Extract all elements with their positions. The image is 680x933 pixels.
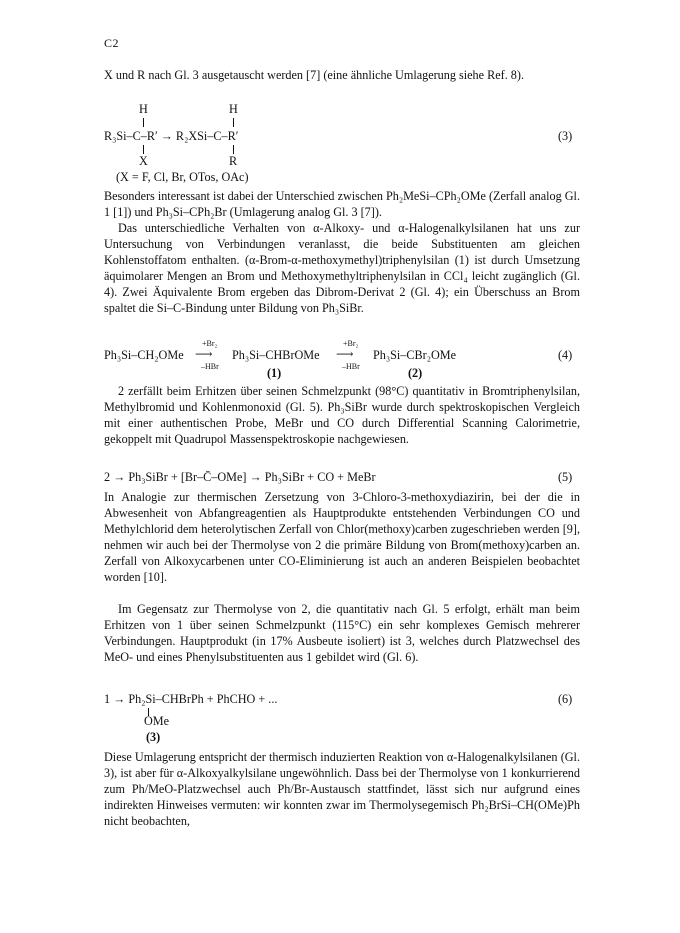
eq4-arrow1: ⟶ [195,347,213,361]
eq4-arrow2: ⟶ [336,347,354,361]
eq4-start: Ph₃Si–CH₂OMe [104,348,184,362]
eq6-label: (3) [146,730,161,744]
eq3-bond-bot-left [143,145,144,154]
eq5-main: 2 → Ph₃SiBr + [Br–C̄–OMe] → Ph₃SiBr + CO + MeBr [104,470,376,484]
paragraph-3: Das unterschiedliche Verhalten von α-Alkoxy- und α-Halogenalkylsilanen hat uns zur Untersuchung von Verbindungen veranlasst, die beide Substituenten am gleichen Kohlenstoffatom enthalten. (α-Brom-α-methoxymethyl)triphenylsilan (1) ist durch Umsetzung äquimolarer Mengen an Brom und Methoxymethyltriphenylsilan in CCl₄ leicht zugänglich (Gl. 4). Zwei Äquivalente Brom ergeben das Dibrom-Derivat 2 (Gl. 4); ein Überschuss an Brom spaltet die Si–C-Bindung unter Bildung von Ph₃SiBr. [104,221,580,315]
eq4-arrow1-above: +Br₂ [202,339,218,348]
eq4-label-2: (2) [408,366,423,380]
paragraph-6: Im Gegensatz zur Thermolyse von 2, die quantitativ nach Gl. 5 erfolgt, erhält man beim Erhitzen von 1 über seinen Schmelzpunkt (115°C) ein sehr komplexes Gemisch mehrerer Verbindungen. Hauptprodukt (in 17% Ausbeute isoliert) ist 3, welches durch Platzwechsel des MeO- und eines Phenylsubstituenten aus 1 gebildet wird (Gl. 6). [104,602,580,664]
eq4-arrow2-above: +Br₂ [343,339,359,348]
eq5-number: (5) [558,470,573,484]
eq3-bond-bot-right [233,145,234,154]
eq3-main: R₃Si–C–R′ → R₂XSi–C–R′ [104,129,239,143]
eq4-middle: Ph₃Si–CHBrOMe [232,348,320,362]
paragraph-5: In Analogie zur thermischen Zersetzung von 3-Chloro-3-methoxydiazirin, bei der die in Abwesenheit von Abfangreagentien als Hauptprodukte entstehenden Verbindungen CO und Methylchlorid dem heterolytischen Zerfall von Chlor(methoxy)carben zugeschrieben werden [9], nehmen wir auch bei der Thermolyse von 2 die primäre Bildung von Brom(methoxy)carben an. Zerfall von Alkoxycarbenen unter CO-Eliminierung ist auch an anderen Beispielen beobachtet worden [10]. [104,490,580,584]
paragraph-7: Diese Umlagerung entspricht der thermisch induzierten Reaktion von α-Halogenalkylsilanen (Gl. 3), ist aber für α-Alkoxyalkylsilane ungewöhnlich. Dass bei der Thermolyse von 1 konkurrierend zum Ph/MeO-Platzwechsel auch Ph/Br-Austausch stattfindet, lässt sich nur aufgrund eines indirekten Hinweises vermuten: wir konnten zwar im Thermolysegemisch Ph₂BrSi–CH(OMe)Ph nicht beobachten, [104,750,580,828]
eq6-sub: OMe [144,714,170,728]
eq4-arrow2-below: –HBr [342,362,360,371]
eq4-arrow1-below: –HBr [201,362,219,371]
page-number: C2 [104,36,120,50]
eq3-top-right: H [229,102,238,116]
paragraph-2: Besonders interessant ist dabei der Unterschied zwischen Ph₂MeSi–CPh₂OMe (Zerfall analog Gl. 1 [1]) und Ph₃Si–CPh₂Br (Umlagerung analog Gl. 3 [7]). [104,189,580,219]
eq3-bond-top-left [143,118,144,127]
eq4-end: Ph₃Si–CBr₂OMe [373,348,456,362]
eq3-top-left: H [139,102,148,116]
paragraph-1: X und R nach Gl. 3 ausgetauscht werden [7] (eine ähnliche Umlagerung siehe Ref. 8). [104,68,524,82]
eq6-main: 1 → Ph₂Si–CHBrPh + PhCHO + ... [104,692,278,706]
eq6-number: (6) [558,692,573,706]
eq4-number: (4) [558,348,573,362]
eq3-bot-left: X [139,154,148,168]
paragraph-4: 2 zerfällt beim Erhitzen über seinen Schmelzpunkt (98°C) quantitativ in Bromtriphenylsilan, Methylbromid und Kohlenmonoxid (Gl. 5). Ph₃SiBr wurde durch spektroskopischen Vergleich mit einer authentischen Probe, MeBr und CO durch Differential Scanning Calorimetrie, gekoppelt mit Quadrupol Massenspektroskopie nachgewiesen. [104,384,580,446]
eq3-bond-top-right [233,118,234,127]
eq3-bot-right: R [229,154,238,168]
eq4-label-1: (1) [267,366,282,380]
eq3-legend: (X = F, Cl, Br, OTos, OAc) [116,170,249,184]
eq3-number: (3) [558,129,573,143]
